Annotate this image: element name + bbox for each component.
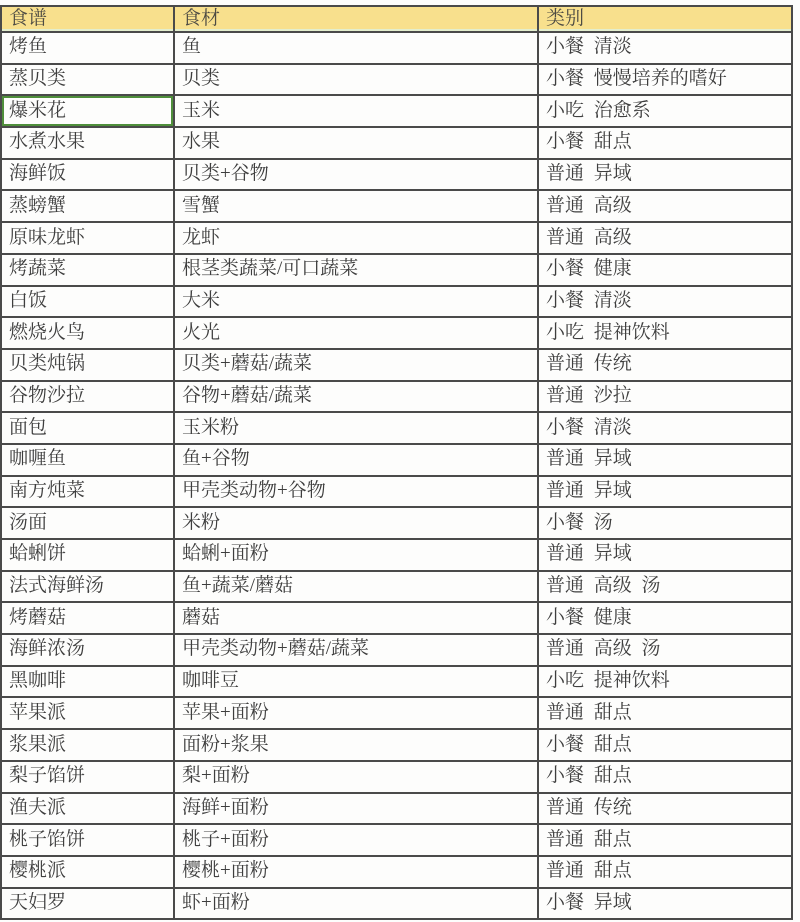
table-body: [1, 32, 792, 919]
header-cell-category[interactable]: 类别: [538, 6, 792, 32]
cell-recipe[interactable]: 法式海鲜汤: [1, 571, 174, 603]
table-row: [1, 32, 792, 64]
selected-cell-recipe[interactable]: 爆米花: [1, 95, 174, 127]
cell-ingredients[interactable]: 鱼: [174, 32, 538, 64]
cell-category[interactable]: 小餐 汤: [538, 507, 792, 539]
cell-recipe[interactable]: 汤面: [1, 507, 174, 539]
cell-recipe[interactable]: 燃烧火鸟: [1, 317, 174, 349]
cell-ingredients[interactable]: 甲壳类动物+蘑菇/蔬菜: [174, 634, 538, 666]
cell-category[interactable]: 普通 高级: [538, 190, 792, 222]
recipe-table: [0, 5, 793, 920]
cell-ingredients[interactable]: 鱼+蔬菜/蘑菇: [174, 571, 538, 603]
table-row: [1, 856, 792, 888]
cell-recipe[interactable]: 烤鱼: [1, 32, 174, 64]
table-row: [1, 888, 792, 920]
cell-ingredients[interactable]: 蘑菇: [174, 602, 538, 634]
cell-recipe[interactable]: 浆果派: [1, 729, 174, 761]
cell-ingredients[interactable]: 虾+面粉: [174, 888, 538, 920]
cell-ingredients[interactable]: 苹果+面粉: [174, 697, 538, 729]
table-header: [1, 6, 792, 32]
header-cell-ingredients[interactable]: 食材: [174, 6, 538, 32]
cell-ingredients[interactable]: 面粉+浆果: [174, 729, 538, 761]
table-row: [1, 222, 792, 254]
table-row: [1, 761, 792, 793]
header-cell-recipe[interactable]: 食谱: [1, 6, 174, 32]
cell-recipe[interactable]: 水煮水果: [1, 127, 174, 159]
cell-ingredients[interactable]: 玉米粉: [174, 412, 538, 444]
table-row: [1, 793, 792, 825]
cell-ingredients[interactable]: 甲壳类动物+谷物: [174, 476, 538, 508]
cell-recipe[interactable]: 桃子馅饼: [1, 824, 174, 856]
table-row: [1, 254, 792, 286]
cell-ingredients[interactable]: 米粉: [174, 507, 538, 539]
table-row: [1, 507, 792, 539]
table-row: [1, 634, 792, 666]
cell-ingredients[interactable]: 贝类+谷物: [174, 159, 538, 191]
cell-recipe[interactable]: 樱桃派: [1, 856, 174, 888]
cell-category[interactable]: 普通 高级 汤: [538, 571, 792, 603]
cell-ingredients[interactable]: 海鲜+面粉: [174, 793, 538, 825]
cell-category[interactable]: 小餐 甜点: [538, 761, 792, 793]
cell-category[interactable]: 普通 甜点: [538, 824, 792, 856]
cell-ingredients[interactable]: 贝类+蘑菇/蔬菜: [174, 349, 538, 381]
table-row: [1, 539, 792, 571]
cell-ingredients[interactable]: 水果: [174, 127, 538, 159]
cell-recipe[interactable]: 蒸螃蟹: [1, 190, 174, 222]
table-row: [1, 697, 792, 729]
table-row: [1, 824, 792, 856]
cell-recipe[interactable]: 梨子馅饼: [1, 761, 174, 793]
cell-category[interactable]: 普通 高级: [538, 222, 792, 254]
table-row: [1, 381, 792, 413]
cell-category[interactable]: 小餐 异域: [538, 888, 792, 920]
cell-recipe[interactable]: 白饭: [1, 286, 174, 318]
table-row: [1, 729, 792, 761]
cell-category[interactable]: 小餐 健康: [538, 254, 792, 286]
cell-ingredients[interactable]: 鱼+谷物: [174, 444, 538, 476]
cell-category[interactable]: 小餐 甜点: [538, 729, 792, 761]
cell-ingredients[interactable]: 贝类: [174, 64, 538, 96]
cell-ingredients[interactable]: 谷物+蘑菇/蔬菜: [174, 381, 538, 413]
cell-category[interactable]: 普通 甜点: [538, 856, 792, 888]
cell-category[interactable]: 普通 高级 汤: [538, 634, 792, 666]
cell-category[interactable]: 普通 甜点: [538, 697, 792, 729]
cell-recipe[interactable]: 渔夫派: [1, 793, 174, 825]
cell-category[interactable]: 普通 传统: [538, 349, 792, 381]
cell-ingredients[interactable]: 雪蟹: [174, 190, 538, 222]
cell-category[interactable]: 小吃 提神饮料: [538, 666, 792, 698]
cell-recipe[interactable]: 贝类炖锅: [1, 349, 174, 381]
cell-recipe[interactable]: 黑咖啡: [1, 666, 174, 698]
table-row: [1, 286, 792, 318]
cell-category[interactable]: 普通 异域: [538, 444, 792, 476]
cell-ingredients[interactable]: 根茎类蔬菜/可口蔬菜: [174, 254, 538, 286]
cell-recipe[interactable]: 烤蔬菜: [1, 254, 174, 286]
cell-recipe[interactable]: 天妇罗: [1, 888, 174, 920]
cell-category[interactable]: 普通 异域: [538, 159, 792, 191]
table-row: [1, 666, 792, 698]
table-row: [1, 444, 792, 476]
cell-ingredients[interactable]: 火光: [174, 317, 538, 349]
cell-recipe[interactable]: 面包: [1, 412, 174, 444]
table-row: [1, 317, 792, 349]
cell-category[interactable]: 普通 沙拉: [538, 381, 792, 413]
cell-category[interactable]: 普通 异域: [538, 476, 792, 508]
table-row: [1, 159, 792, 191]
cell-ingredients[interactable]: 大米: [174, 286, 538, 318]
table-row: [1, 412, 792, 444]
cell-ingredients[interactable]: 咖啡豆: [174, 666, 538, 698]
table-row: [1, 64, 792, 96]
cell-ingredients[interactable]: 樱桃+面粉: [174, 856, 538, 888]
cell-category[interactable]: 小餐 清淡: [538, 412, 792, 444]
cell-recipe[interactable]: 原味龙虾: [1, 222, 174, 254]
cell-recipe[interactable]: 海鲜浓汤: [1, 634, 174, 666]
cell-category[interactable]: 小餐 清淡: [538, 32, 792, 64]
cell-recipe[interactable]: 咖喱鱼: [1, 444, 174, 476]
table-row: [1, 190, 792, 222]
cell-category[interactable]: 小餐 甜点: [538, 127, 792, 159]
cell-ingredients[interactable]: 梨+面粉: [174, 761, 538, 793]
cell-category[interactable]: 小餐 清淡: [538, 286, 792, 318]
cell-recipe[interactable]: 苹果派: [1, 697, 174, 729]
cell-recipe[interactable]: 蛤蜊饼: [1, 539, 174, 571]
table-row: [1, 127, 792, 159]
cell-recipe[interactable]: 南方炖菜: [1, 476, 174, 508]
cell-ingredients[interactable]: 桃子+面粉: [174, 824, 538, 856]
cell-ingredients[interactable]: 玉米: [174, 95, 538, 127]
cell-category[interactable]: 小吃 提神饮料: [538, 317, 792, 349]
cell-ingredients[interactable]: 龙虾: [174, 222, 538, 254]
cell-recipe[interactable]: 烤蘑菇: [1, 602, 174, 634]
cell-recipe[interactable]: 蒸贝类: [1, 64, 174, 96]
cell-ingredients[interactable]: 蛤蜊+面粉: [174, 539, 538, 571]
cell-category[interactable]: 普通 异域: [538, 539, 792, 571]
cell-category[interactable]: 小餐 健康: [538, 602, 792, 634]
cell-category[interactable]: 小吃 治愈系: [538, 95, 792, 127]
table-row: [1, 602, 792, 634]
table-row: [1, 571, 792, 603]
table-row: [1, 476, 792, 508]
header-row: [1, 6, 792, 32]
cell-category[interactable]: 小餐 慢慢培养的嗜好: [538, 64, 792, 96]
table-row: [1, 95, 792, 127]
table-row: [1, 349, 792, 381]
cell-recipe[interactable]: 谷物沙拉: [1, 381, 174, 413]
cell-recipe[interactable]: 海鲜饭: [1, 159, 174, 191]
cell-category[interactable]: 普通 传统: [538, 793, 792, 825]
